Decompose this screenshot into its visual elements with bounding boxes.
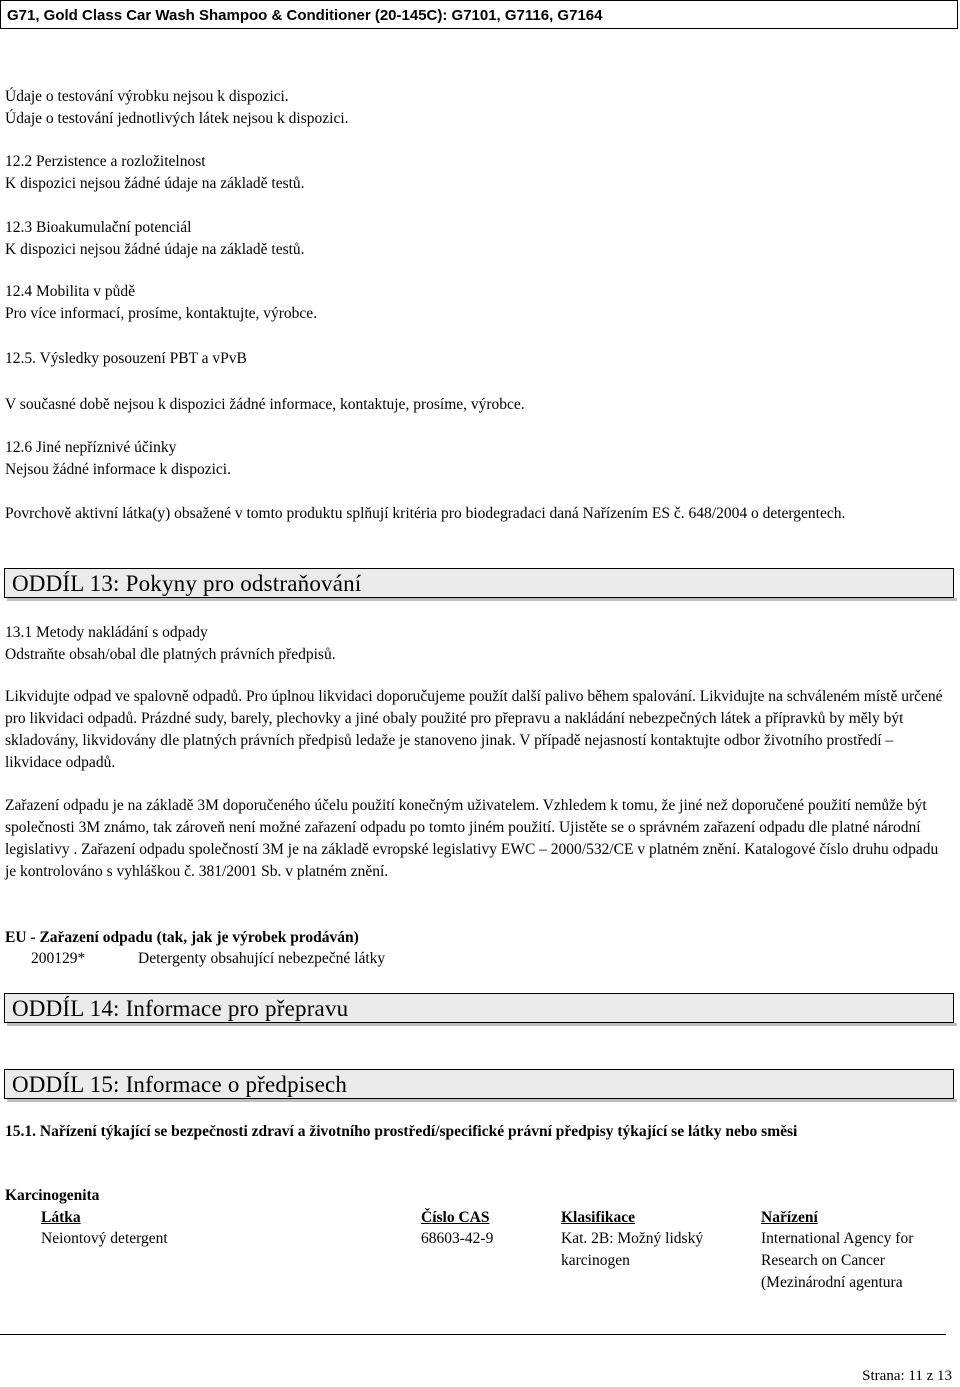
cell-substance: Neiontový detergent	[41, 1230, 168, 1247]
subsection-heading: 12.2 Perzistence a rozložitelnost	[5, 153, 206, 170]
eu-waste-description: Detergenty obsahující nebezpečné látky	[138, 950, 386, 967]
subsection-12-6	[5, 437, 945, 481]
surfactant-note: Povrchově aktivní látka(y) obsažené v tomto produktu splňují kritéria pro biodegradaci daná Nařízením ES č. 648/2004 o detergentech.	[5, 505, 846, 522]
col-header-regulation: Nařízení	[761, 1209, 818, 1226]
section-13-banner: ODDÍL 13: Pokyny pro odstraňování	[4, 568, 954, 598]
subsection-15-1-heading: 15.1. Nařízení týkající se bezpečnosti zdraví a životního prostředí/specifické právní předpisy týkající se látky nebo směsi	[5, 1123, 798, 1140]
subsection-12-2	[5, 151, 945, 195]
cell-regulation: International Agency for Research on Cancer (Mezinárodní agentura	[761, 1230, 914, 1291]
subsection-heading: 12.6 Jiné nepříznivé účinky	[5, 439, 177, 456]
section-15-banner: ODDÍL 15: Informace o předpisech	[4, 1069, 954, 1099]
disposal-paragraph: Likvidujte odpad ve spalovně odpadů. Pro úplnou likvidaci doporučujeme použít další palivo během spalování. Likvidujte na schváleném místě určené pro likvidaci odpadů. Prázdné sudy, barely, plechovky a jiné obaly použité pro přepravu a nakládání nebezpečných látek a přípravků by měly být skladovány, likvidovány dle platných právních předpisů ledaže je stanoveno jinak. V případě nejasností kontaktujte odbor životního prostředí – likvidace odpadů.	[5, 688, 943, 771]
subsection-text: Odstraňte obsah/obal dle platných právních předpisů.	[5, 646, 336, 663]
footer-rule	[0, 1334, 946, 1335]
eu-waste-code: 200129*	[31, 950, 86, 967]
subsection-heading: 12.4 Mobilita v půdě	[5, 283, 136, 300]
test-data-note	[5, 86, 945, 130]
subsection-12-4	[5, 281, 945, 325]
subsection-12-5-text: V současné době nejsou k dispozici žádné informace, kontaktuje, prosíme, výrobce.	[5, 396, 525, 413]
waste-classification-paragraph: Zařazení odpadu je na základě 3M doporučeného účelu použití konečným uživatelem. Vzhledem k tomu, že jiné než doporučené použití nemůže být společnosti 3M známo, tak zároveň není možné zařazení odpadu po tomto jiném použití. Ujistěte se o správném zařazení odpadu dle platné národní legislativy . Zařazení odpadu společností 3M je na základě evropské legislativy EWC – 2000/532/CE v platném znění. Katalogové číslo druhu odpadu je kontrolováno s vyhláškou č. 381/2001 Sb. v platném znění.	[5, 797, 939, 880]
page-number: Strana: 11 z 13	[862, 1368, 952, 1384]
substance-test-note: Údaje o testování jednotlivých látek nejsou k dispozici.	[5, 110, 349, 127]
section-14-banner: ODDÍL 14: Informace pro přepravu	[4, 993, 954, 1023]
subsection-text: Pro více informací, prosíme, kontaktujte, výrobce.	[5, 305, 318, 322]
subsection-text: K dispozici nejsou žádné údaje na základě testů.	[5, 175, 305, 192]
subsection-heading: 13.1 Metody nakládání s odpady	[5, 624, 208, 641]
col-header-classification: Klasifikace	[561, 1209, 636, 1226]
subsection-12-3	[5, 217, 945, 261]
subsection-text: Nejsou žádné informace k dispozici.	[5, 461, 231, 478]
cell-classification: Kat. 2B: Možný lidský karcinogen	[561, 1230, 704, 1269]
product-test-note: Údaje o testování výrobku nejsou k dispozici.	[5, 88, 289, 105]
subsection-heading: 12.3 Bioakumulační potenciál	[5, 219, 192, 236]
col-header-substance: Látka	[41, 1209, 81, 1226]
subsection-12-5-heading: 12.5. Výsledky posouzení PBT a vPvB	[5, 350, 247, 367]
eu-waste-heading: EU - Zařazení odpadu (tak, jak je výrobek prodáván)	[5, 929, 359, 946]
subsection-text: K dispozici nejsou žádné údaje na základě testů.	[5, 241, 305, 258]
col-header-cas: Číslo CAS	[421, 1209, 490, 1226]
document-header: G71, Gold Class Car Wash Shampoo & Conditioner (20-145C): G7101, G7116, G7164	[0, 0, 958, 29]
cell-cas: 68603-42-9	[421, 1230, 494, 1247]
carcinogenicity-heading: Karcinogenita	[5, 1187, 100, 1204]
subsection-13-1	[5, 622, 945, 666]
